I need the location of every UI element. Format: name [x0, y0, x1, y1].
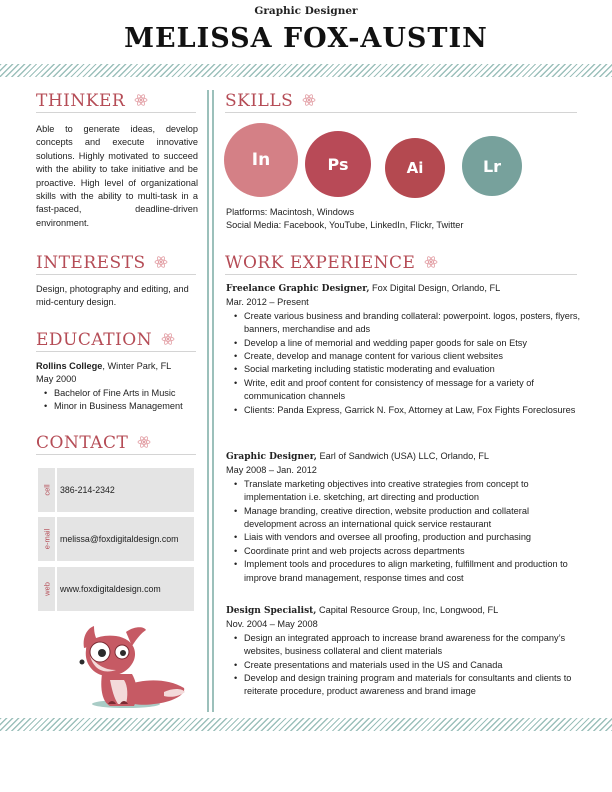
skill-circle-indesign: [224, 123, 298, 197]
contact-label-email: e-mail: [42, 528, 51, 550]
bottom-hatch-divider: [0, 718, 612, 731]
job-company: Capital Resource Group, Inc, Longwood, FL: [316, 605, 499, 615]
skill-label: Lr: [482, 156, 502, 176]
job-duties: [226, 632, 584, 699]
job-duties: [226, 310, 584, 417]
education-date: May 2000: [36, 374, 77, 385]
education-list: [36, 387, 206, 414]
job-company: Fox Digital Design, Orlando, FL: [369, 283, 501, 293]
work-title: WORK EXPERIENCE: [225, 253, 416, 273]
list-item: • Manage branding, creative direction, website production and collateral development across an international quick service restaurant: [226, 505, 584, 532]
skills-text: [226, 206, 586, 233]
list-item: • Implement tools and procedures to align marketing, fulfillment and production to improve brand management, response times and cost: [226, 558, 584, 585]
phone-number[interactable]: 386-214-2342: [57, 468, 194, 512]
list-item: • Coordinate print and web projects across departments: [226, 545, 584, 558]
interests-heading: [36, 253, 196, 275]
contact-row-cell: [38, 468, 194, 512]
job-duties: [226, 478, 584, 585]
job-role: Freelance Graphic Designer,: [226, 284, 370, 294]
skills-social: Social Media: Facebook, YouTube, LinkedIn, Flickr, Twitter: [226, 220, 464, 231]
interests-title: INTERESTS: [36, 253, 146, 273]
thinker-heading: [36, 91, 196, 113]
job-title-line: [226, 450, 584, 464]
list-item: • Social marketing including statistic moderating and evaluation: [226, 363, 584, 376]
education-heading: [36, 330, 196, 352]
contact-heading: [36, 433, 196, 455]
job-subtitle: Graphic Designer: [254, 5, 358, 17]
skill-label: In: [251, 150, 271, 170]
list-item: • Minor in Business Management: [36, 400, 206, 413]
contact-row-email: [38, 517, 194, 561]
fox-illustration: [64, 618, 192, 714]
job-dates: Nov. 2004 – May 2008: [226, 619, 318, 630]
skill-circle-lightroom: [462, 136, 522, 196]
list-item: • Develop and design training program and materials for consultants and clients to reiterate procedure, product awareness and brand image: [226, 672, 584, 699]
skill-label: Ps: [327, 154, 349, 174]
website-link[interactable]: www.foxdigitaldesign.com: [57, 567, 194, 611]
job-company: Earl of Sandwich (USA) LLC, Orlando, FL: [316, 451, 490, 461]
atom-icon: [302, 93, 316, 107]
email-link[interactable]: melissa@foxdigitaldesign.com: [57, 517, 194, 561]
education-location: , Winter Park, FL: [102, 361, 172, 371]
atom-icon: [137, 435, 151, 449]
list-item: • Liais with vendors and oversee all proofing, production and purchasing: [226, 531, 584, 544]
column-divider-right: [212, 90, 214, 712]
skill-label: Ai: [406, 159, 424, 177]
job-title-line: [226, 604, 584, 618]
list-item: • Create, develop and manage content for various client websites: [226, 350, 584, 363]
job-role: Design Specialist,: [226, 606, 317, 616]
contact-label-cell: cell: [42, 484, 51, 496]
atom-icon: [424, 255, 438, 269]
education-school: Rollins College: [36, 361, 103, 371]
job-dates: Mar. 2012 – Present: [226, 297, 309, 308]
thinker-title: THINKER: [36, 91, 126, 111]
atom-icon: [134, 93, 148, 107]
top-hatch-divider: [0, 64, 612, 77]
skill-circle-photoshop: [305, 131, 371, 197]
work-heading: [225, 253, 577, 275]
person-name: MELISSA FOX-AUSTIN: [124, 23, 488, 54]
contact-label-web: web: [42, 582, 51, 596]
job-dates: May 2008 – Jan. 2012: [226, 465, 317, 476]
education-school-line: [36, 360, 206, 373]
atom-icon: [161, 332, 175, 346]
contact-title: CONTACT: [36, 433, 129, 453]
skill-circle-illustrator: [385, 138, 445, 198]
list-item: • Clients: Panda Express, Garrick N. Fox, Attorney at Law, Fox Fights Foreclosures: [226, 404, 584, 417]
education-title: EDUCATION: [36, 330, 153, 350]
job-role: Graphic Designer,: [226, 452, 317, 462]
column-divider-left: [207, 90, 209, 712]
skills-platforms: Platforms: Macintosh, Windows: [226, 207, 355, 217]
job-title-line: [226, 282, 584, 296]
atom-icon: [154, 255, 168, 269]
skills-heading: [225, 91, 577, 113]
job-entry: [226, 604, 584, 699]
interests-text: Design, photography and editing, and mid-century design.: [36, 284, 189, 308]
education-body: [36, 360, 206, 414]
skills-title: SKILLS: [225, 91, 294, 111]
contact-row-web: [38, 567, 194, 611]
job-entry: [226, 450, 584, 585]
list-item: • Develop a line of memorial and wedding paper goods for sale on Etsy: [226, 337, 584, 350]
list-item: • Design an integrated approach to increase brand awareness for the company’s websites, business collateral and client materials: [226, 632, 584, 659]
list-item: • Write, edit and proof content for consistency of message for a variety of communication channels: [226, 377, 584, 404]
list-item: • Create various business and branding collateral: powerpoint. logos, posters, flyers, banners, merchandise and ads: [226, 310, 584, 337]
list-item: • Translate marketing objectives into creative strategies from concept to implementation i.e. sketching, art directing and production: [226, 478, 584, 505]
thinker-text: Able to generate ideas, develop concepts and execute innovative solutions. Highly motivated to succeed with the ability to take initiative and be proactive. High level of organizational skills with the ability to multi-task in a fast-paced, deadline-driven environment.: [36, 124, 198, 228]
list-item: • Create presentations and materials used in the US and Canada: [226, 659, 584, 672]
list-item: • Bachelor of Fine Arts in Music: [36, 387, 206, 400]
job-entry: [226, 282, 584, 417]
